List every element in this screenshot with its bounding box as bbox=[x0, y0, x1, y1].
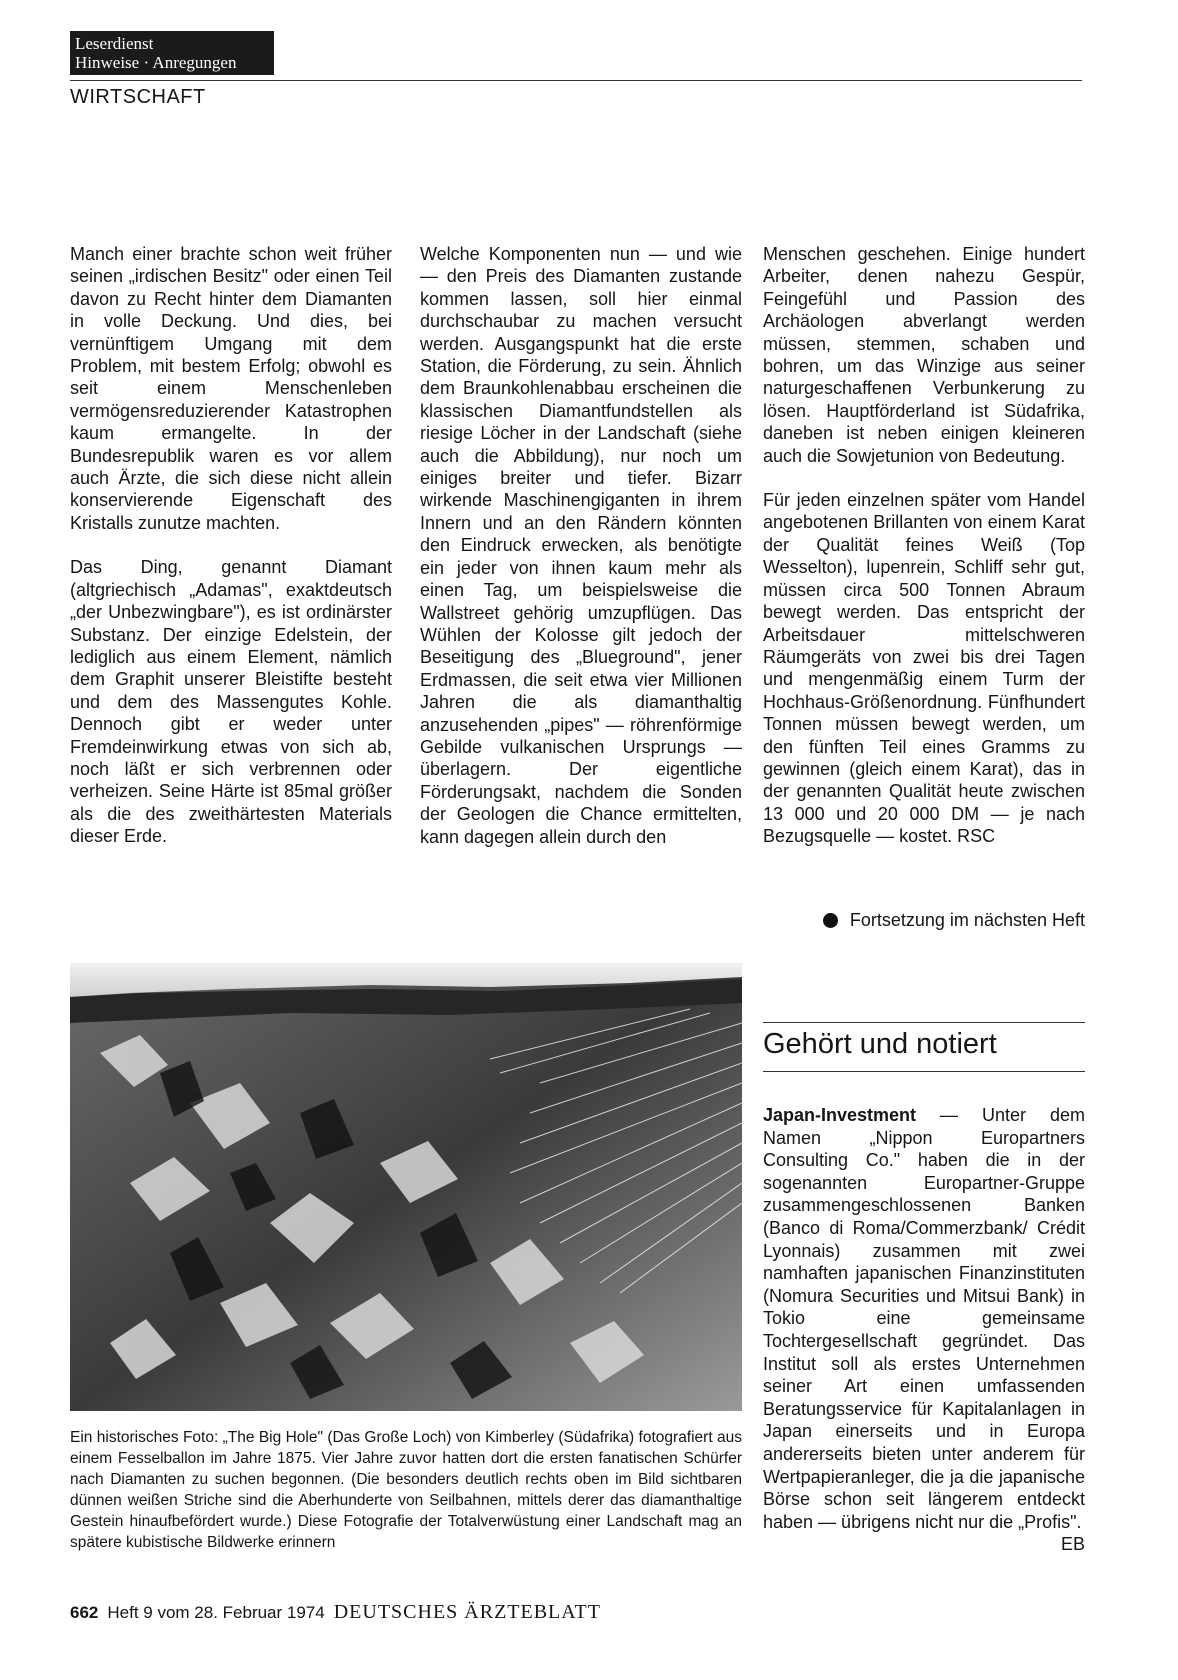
news-text: — Unter dem Namen „Nippon Europartners Consulting Co." haben die in der sogenannten Europartner-Gruppe zusammengeschlossenen Banken (Banco di Roma/Commerzbank/ Crédit Lyonnais) zusammen mit zwei namhaften japanischen Finanzinstituten (Nomura Securities und Mitsui Bank) in Tokio eine gemeinsame Tochtergesellschaft gegründet. Das Institut soll als erstes Unternehmen seiner Art einen umfassenden Beratungsservice für Kapitalanlagen in Japan einerseits und in Europa andererseits bieten unter anderem für Wertpapieranleger, die ja die japanische Börse schon seit längerem entdeckt haben — übrigens nicht nur die „Profis". bbox=[763, 1105, 1085, 1532]
photo-caption: Ein historisches Foto: „The Big Hole" (Das Große Loch) von Kimberley (Südafrika) fotografiert aus einem Fesselballon im Jahre 1875. Vier Jahre zuvor hatten dort die ersten fanatischen Schürfer nach Diamanten zu suchen begonnen. (Die besonders deutlich rechts oben im Bild sichtbaren dünnen weißen Striche sind die Aberhunderte von Seilbahnen, mittels derer das diamanthaltige Gestein hinaufbefördert wurde.) Diese Fotografie der Totalverwüstung einer Landschaft mag an spätere kubistische Bildwerke erinnern bbox=[70, 1429, 742, 1551]
historic-photo bbox=[70, 963, 742, 1411]
rubric-label-line2: Hinweise · Anregungen bbox=[75, 53, 237, 72]
news-lead: Japan-Investment bbox=[763, 1105, 917, 1125]
article-paragraph: Das Ding, genannt Diamant (altgriechisch „Adamas", exaktdeutsch „der Unbezwingbare"), es ist ordinärster Substanz. Der einzige Edelstein, der lediglich aus einem Element, nämlich dem Graphit unserer Bleistifte besteht und dem des Massengutes Kohle. Dennoch gibt er weder unter Fremdeinwirkung etwas von sich ab, noch läßt er sich verbrennen oder verheizen. Seine Härte ist 85mal größer als die des zweithärtesten Materials dieser Erde. bbox=[70, 557, 392, 847]
continuation-note bbox=[763, 910, 1085, 931]
page-number: 662 bbox=[70, 1603, 99, 1622]
article-column-3 bbox=[763, 243, 1085, 870]
page-footer bbox=[70, 1601, 601, 1624]
rubric-label-line1: Leserdienst bbox=[75, 34, 154, 53]
news-rule-top bbox=[763, 1022, 1085, 1023]
article-column-2 bbox=[420, 243, 742, 870]
article-paragraph: Menschen geschehen. Einige hundert Arbeiter, denen nahezu Gespür, Feingefühl und Passion des Archäologen abverlangt werden müssen, stemmen, schaben und bohren, um das Winzige aus seiner naturgeschaffenen Verbunkerung zu lösen. Hauptförderland ist Südafrika, daneben ist neben einigen kleineren auch die Sowjetunion von Bedeutung. bbox=[763, 244, 1085, 466]
news-item bbox=[763, 1104, 1085, 1556]
news-heading: Gehört und notiert bbox=[763, 1028, 997, 1060]
rubric-label bbox=[70, 31, 274, 75]
news-rule-bottom bbox=[763, 1071, 1085, 1072]
article-paragraph: Für jeden einzelnen später vom Handel angebotenen Brillanten von einem Karat der Qualität feines Weiß (Top Wesselton), lupenrein, Schliff sehr gut, müssen circa 500 Tonnen Abraum bewegt werden. Das entspricht der Arbeitsdauer mittelschweren Räumgeräts von zwei bis drei Tagen und mengenmäßig einem Turm der Hochhaus-Größenordnung. Fünfhundert Tonnen müssen bewegt werden, um den fünften Teil eines Gramms zu gewinnen (gleich einem Karat), das in der genannten Qualität heute zwischen 13 000 und 20 000 DM — je nach Bezugsquelle — kostet. RSC bbox=[763, 490, 1085, 847]
article-column-1 bbox=[70, 243, 392, 870]
header-rule bbox=[70, 80, 1082, 81]
bullet-icon bbox=[823, 913, 838, 928]
section-title: WIRTSCHAFT bbox=[70, 86, 206, 108]
journal-title: DEUTSCHES ÄRZTEBLATT bbox=[333, 1601, 601, 1623]
news-signature: EB bbox=[1060, 1534, 1085, 1555]
continuation-text: Fortsetzung im nächsten Heft bbox=[849, 910, 1085, 930]
issue-info: Heft 9 vom 28. Februar 1974 bbox=[107, 1603, 325, 1622]
article-paragraph: Welche Komponenten nun — und wie — den Preis des Diamanten zustande kommen lassen, soll hier einmal durchschaubar zu machen versucht werden. Ausgangspunkt hat die erste Station, die Förderung, zu sein. Ähnlich dem Braunkohlenabbau erscheinen die klassischen Diamantfundstellen als riesige Löcher in der Landschaft (siehe auch die Abbildung), nur noch um einiges breiter und tiefer. Bizarr wirkende Maschinengiganten in ihrem Innern und an den Rändern könnten den Eindruck erwecken, als benötigte ein jeder von ihnen kaum mehr als einen Tag, um beispielsweise die Wallstreet gehörig umzupflügen. Das Wühlen der Kolosse gilt jedoch der Beseitigung des „Blueground", jener Erdmassen, die seit etwa vier Millionen Jahren die als diamanthaltig anzusehenden „pipes" — röhrenförmige Gebilde vulkanischen Ursprungs — überlagern. Der eigentliche Förderungsakt, nachdem die Sonden der Geologen die Chance ermittelten, kann dagegen allein durch den bbox=[420, 244, 742, 847]
article-paragraph: Manch einer brachte schon weit früher seinen „irdischen Besitz" oder einen Teil davon zu Recht hinter dem Diamanten in volle Deckung. Und dies, bei vernünftigem Umgang mit dem Problem, mit bestem Erfolg; obwohl es seit einem Menschenleben vermögensreduzierender Katastrophen kaum ermangelte. In der Bundesrepublik waren es vor allem auch Ärzte, die sich diese nicht allein konservierende Eigenschaft des Kristalls zunutze machten. bbox=[70, 244, 392, 533]
